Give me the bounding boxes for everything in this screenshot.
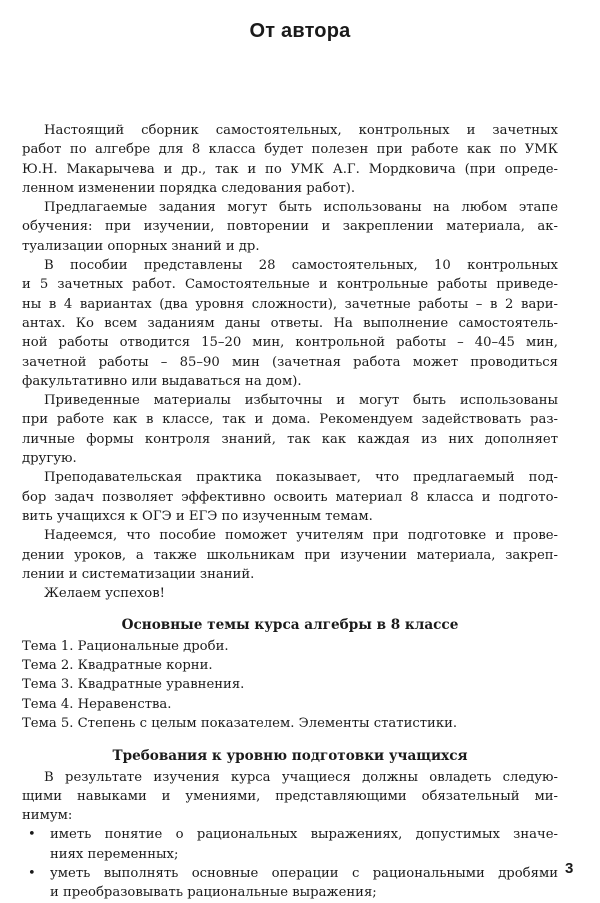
text-line: личные формы контроля знаний, так как каждая из них дополняет [22,431,558,447]
requirements-heading: Требования к уровню подготовки учащихся [112,748,468,765]
text-line: В пособии представлены 28 самостоятельных, 10 контрольных [44,258,558,274]
text-line: зачетной работы – 85–90 мин (зачетная работа может проводиться [22,354,558,370]
text-line: дении уроков, а также школьникам при изучении материала, закреп- [22,547,558,563]
bullet-icon: • [28,865,36,881]
text-line: Приведенные материалы избыточны и могут быть использованы [44,393,558,409]
paragraph-intro [22,121,558,198]
page-number: 3 [565,860,574,877]
page-content [22,121,558,903]
text-line: Настоящий сборник самостоятельных, контрольных и зачетных [44,123,558,138]
paragraph-usage [22,198,558,256]
text-line: при работе как в классе, так и дома. Рекомендуем задействовать раз- [22,412,558,428]
requirement-item [22,864,558,903]
requirements-list [22,825,558,902]
text-line: уметь выполнять основные операции с рациональными дробями [50,865,558,881]
text-line: ленном изменении порядка следования работ). [22,180,356,196]
text-line: работ по алгебре для 8 класса будет полезен при работе как по УМК [22,142,558,158]
text-line: иметь понятие о рациональных выражениях, допустимых значе- [50,827,558,843]
text-line: туализации опорных знаний и др. [22,238,260,254]
text-line: щими навыками и умениями, представляющими обязательный ми- [22,788,558,804]
text-line: Желаем успехов! [44,586,165,602]
requirement-item [22,825,558,864]
paragraph-contents [22,256,558,391]
text-line: антах. Ко всем заданиям даны ответы. На выполнение самостоятель- [22,315,558,331]
text-line: Преподавательская практика показывает, что предлагаемый под- [44,470,558,486]
text-line: лении и систематизации знаний. [22,566,255,582]
text-line: вить учащихся к ОГЭ и ЕГЭ по изученным темам. [22,508,373,524]
topic-item: Тема 1. Рациональные дроби. [22,638,229,654]
text-line: и 5 зачетных работ. Самостоятельные и контрольные работы приведе- [22,277,558,293]
page-title: От автора [249,20,351,42]
topics-list [22,637,558,733]
text-line: Надеемся, что пособие поможет учителям при подготовке и прове- [44,528,558,544]
paragraph-wishes [22,584,558,603]
paragraph-materials [22,391,558,468]
text-line: бор задач позволяет эффективно освоить материал 8 класса и подгото- [22,489,558,505]
topics-heading: Основные темы курса алгебры в 8 классе [121,617,459,634]
text-line: и преобразовывать рациональные выражения; [50,885,377,901]
text-line: другую. [22,451,77,467]
text-line: обучения: при изучении, повторении и закреплении материала, ак- [22,219,558,235]
text-line: Ю.Н. Макарычева и др., так и по УМК А.Г. Мордковича (при опреде- [22,161,558,177]
paragraph-practice [22,468,558,526]
text-line: ниях переменных; [50,846,179,862]
bullet-icon: • [28,827,36,843]
text-line: Предлагаемые задания могут быть использованы на любом этапе [44,200,558,216]
topic-item: Тема 4. Неравенства. [22,696,172,712]
paragraph-hope [22,526,558,584]
topic-item: Тема 5. Степень с целым показателем. Элементы статистики. [22,715,458,731]
text-line: В результате изучения курса учащиеся должны овладеть следую- [44,769,558,785]
topic-item: Тема 3. Квадратные уравнения. [22,677,245,693]
topic-item: Тема 2. Квадратные корни. [22,658,213,674]
text-line: ной работы отводится 15–20 мин, контрольной работы – 40–45 мин, [22,335,558,351]
text-line: нимум: [22,808,73,824]
text-line: ны в 4 вариантах (два уровня сложности), зачетные работы – в 2 вари- [22,296,558,312]
text-line: факультативно или выдаваться на дом). [22,373,302,389]
requirements-intro [22,768,558,826]
